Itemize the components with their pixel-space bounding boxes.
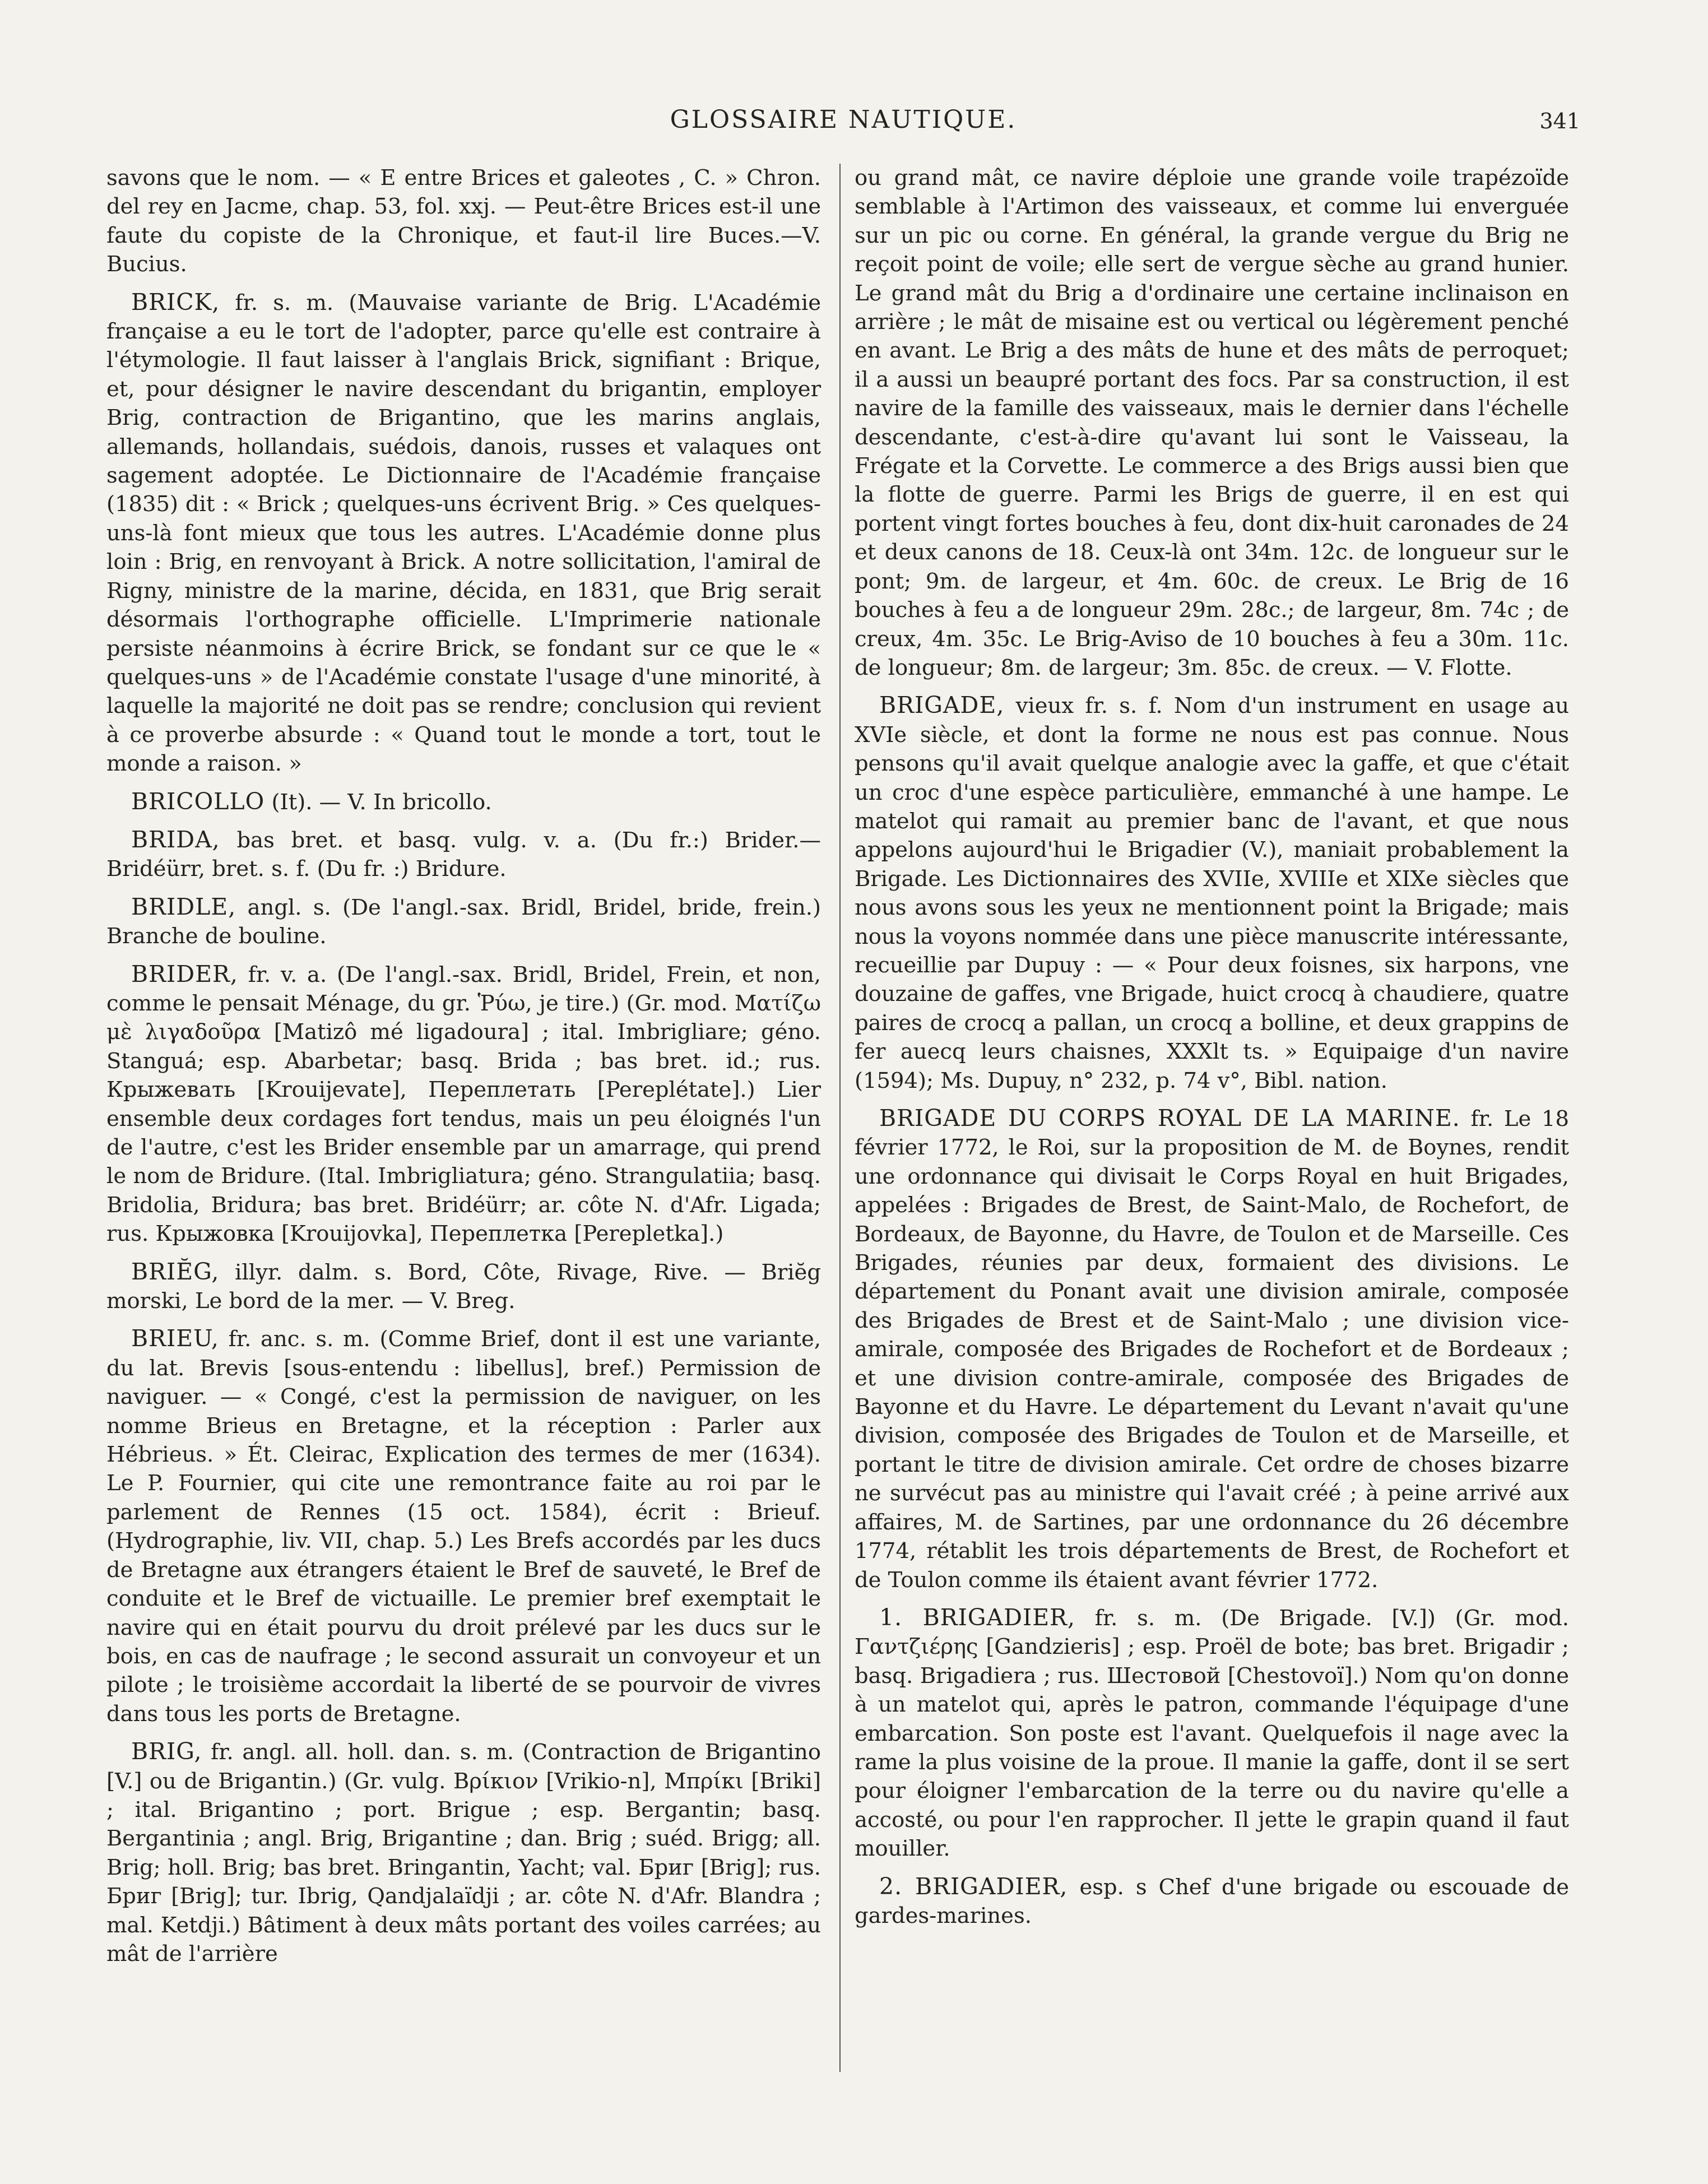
headword: BRIGADE DU CORPS ROYAL DE LA MARINE. bbox=[879, 1105, 1460, 1132]
entry-brieg: BRIĔG, illyr. dalm. s. Bord, Côte, Rivage, Rive. — Briĕg morski, Le bord de la mer. — V. Breg. bbox=[106, 1258, 821, 1314]
headword: BRICOLLO bbox=[131, 787, 265, 815]
entry-brig: BRIG, fr. angl. all. holl. dan. s. m. (Contraction de Brigantino [V.] ou de Brigantin.) (Gr. vulg. Βρίκιον [Vrikio-n], Μπρίκι [Briki] ; ital. Brigantino ; port. Brigue ; esp. Bergantin; basq. Bergantinia ; angl. Brig, Brigantine ; dan. Brig ; suéd. Brigg; all. Brig; holl. Brig; bas bret. Bringantin, Yacht; val. Бриг [Brig]; rus. Бриг [Brig]; tur. Ibrig, Qandjalaïdji ; ar. côte N. d'Afr. Blandra ; mal. Ketdji.) Bâtiment à deux mâts portant des voiles carrées; au mât de l'arrière bbox=[106, 1738, 821, 1967]
entry-brider: BRIDER, fr. v. a. (De l'angl.-sax. Bridl, Bridel, Frein, et non, comme le pensait Ménage, du gr. Ῥύω, je tire.) (Gr. mod. Ματίζω μὲ λιγαδοῦρα [Matizô mé ligadoura] ; ital. Imbrigliare; géno. Stanguá; esp. Abarbetar; basq. Brida ; bas bret. id.; rus. Крыжевать [Krouijevate], Переплетать [Pereplétate].) Lier ensemble deux cordages fort tendus, mais un peu éloignés l'un de l'autre, c'est les Brider ensemble par un amarrage, qui prend le nom de Bridure. (Ital. Imbrigliatura; géno. Strangulatiia; basq. Bridolia, Bridura; bas bret. Bridéürr; ar. côte N. d'Afr. Ligada; rus. Крыжовка [Krouijovka], Переплетка [Perepletka].) bbox=[106, 960, 821, 1247]
headword: BRIDA, bbox=[131, 826, 220, 853]
headword: BRIEU, bbox=[131, 1325, 219, 1352]
entry-brigade-corps-royal: BRIGADE DU CORPS ROYAL DE LA MARINE. fr. Le 18 février 1772, le Roi, sur la proposition de M. de Boynes, rendit une ordonnance qui divisait le Corps Royal en huit Brigades, appelées : Brigades de Brest, de Saint-Malo, de Rochefort, de Bordeaux, de Bayonne, du Havre, de Toulon et de Marseille. Ces Brigades, réunies par deux, formaient des divisions. Le département du Ponant avait une division amirale, composée des Brigades de Brest et de Saint-Malo ; une division vice-amirale, composée des Brigades de Rochefort et de Bordeaux ; et une division contre-amirale, composée des Brigades de Bayonne et du Havre. Le département du Levant n'avait qu'une division, composée des Brigades de Toulon et de Marseille, et portant le titre de division amirale. Cet ordre de choses bizarre ne survécut pas au ministre qui l'avait créé ; à peine arrivé aux affaires, M. de Sartines, par une ordonnance du 26 décembre 1774, rétablit les trois départements de Brest, de Rochefort et de Toulon comme ils étaient avant février 1772. bbox=[855, 1105, 1569, 1593]
entry-brigade: BRIGADE, vieux fr. s. f. Nom d'un instrument en usage au XVIe siècle, et dont la forme ne nous est pas connue. Nous pensons qu'il avait quelque analogie avec la gaffe, et que c'était un croc d'une espèce particulière, emmanché à une hampe. Le matelot qui ramait au premier banc de l'avant, et que nous appelons aujourd'hui le Brigadier (V.), maniait probablement la Brigade. Les Dictionnaires des XVIIe, XVIIIe et XIXe siècles que nous avons sous les yeux ne mentionnent point la Brigade; mais nous la voyons nommée dans une pièce manuscrite intéressante, recueillie par Dupuy : — « Pour deux foisnes, six harpons, vne douzaine de gaffes, vne Brigade, huict crocq à chaudiere, quatre paires de crocq a pallan, un crocq a bolline, et deux grappins de fer auecq leurs chaisnes, XXXlt ts. » Equipaige d'un navire (1594); Ms. Dupuy, n° 232, p. 74 v°, Bibl. nation. bbox=[855, 692, 1569, 1093]
headword: 2. BRIGADIER, bbox=[879, 1872, 1068, 1900]
headword: BRIDER, bbox=[131, 960, 238, 987]
headword: BRIDLE, bbox=[131, 893, 236, 920]
headword: BRIG, bbox=[131, 1738, 202, 1765]
entry-brick: BRICK, fr. s. m. (Mauvaise variante de Brig. L'Académie française a eu le tort de l'adopter, parce qu'elle est contraire à l'étymologie. Il faut laisser à l'anglais Brick, signifiant : Brique, et, pour désigner le navire descendant du brigantin, employer Brig, contraction de Brigantino, que les marins anglais, allemands, hollandais, suédois, danois, russes et valaques ont sagement adoptée. Le Dictionnaire de l'Académie française (1835) dit : « Brick ; quelques-uns écrivent Brig. » Ces quelques-uns-là font mieux que tous les autres. L'Académie donne plus loin : Brig, en renvoyant à Brick. A notre sollicitation, l'amiral de Rigny, ministre de la marine, décida, en 1831, que Brig serait désormais l'orthographe officielle. L'Imprimerie nationale persiste néanmoins à écrire Brick, se fondant sur ce que le « quelques-uns » de l'Académie constate l'usage d'une minorité, à laquelle la majorité ne doit pas se rendre; conclusion qui revient à ce proverbe absurde : « Quand tout le monde a tort, tout le monde a raison. » bbox=[106, 288, 821, 777]
left-column bbox=[106, 164, 821, 1977]
headword: 1. BRIGADIER, bbox=[879, 1603, 1076, 1631]
entry-bricollo: BRICOLLO (It). — V. In bricollo. bbox=[131, 787, 492, 815]
headword: BRIĔG, bbox=[131, 1258, 220, 1285]
entry-brieu: BRIEU, fr. anc. s. m. (Comme Brief, dont il est une variante, du lat. Brevis [sous-entendu : libellus], bref.) Permission de naviguer. — « Congé, c'est la permission de naviguer, on les nomme Brieus en Bretagne, et la réception : Parler aux Hébrieus. » Ét. Cleirac, Explication des termes de mer (1634). Le P. Fournier, qui cite une remontrance faite au roi par le parlement de Rennes (15 oct. 1584), écrit : Brieuf. (Hydrographie, liv. VII, chap. 5.) Les Brefs accordés par les ducs de Bretagne aux étrangers étaient le Bref de sauveté, le Bref de conduite et le Bref de victuaille. Le premier bref exemptait le navire qui en était pourvu du droit prélevé par les ducs sur le bois, en cas de naufrage ; le second assurait un convoyeur et un pilote ; le troisième accordait la liberté de se pourvoir de vivres dans tous les ports de Bretagne. bbox=[106, 1325, 821, 1727]
headword: BRIGADE, bbox=[879, 692, 1005, 719]
page-header bbox=[106, 105, 1580, 145]
entry-brigadier-2: 2. BRIGADIER, esp. s Chef d'une brigade ou escouade de gardes-marines. bbox=[855, 1872, 1569, 1928]
page-number: 341 bbox=[1539, 109, 1580, 133]
entry-bucius-continuation: savons que le nom. — « E entre Brices et galeotes , C. » Chron. del rey en Jacme, chap. 53, fol. xxj. — Peut-être Brices est-il une faute du copiste de la Chronique, et faut-il lire Buces.—V. Bucius. bbox=[106, 165, 821, 277]
entry-bridle: BRIDLE, angl. s. (De l'angl.-sax. Bridl, Bridel, bride, frein.) Branche de bouline. bbox=[106, 893, 821, 949]
entry-brig-continuation: ou grand mât, ce navire déploie une grande voile trapézoïde semblable à l'Artimon des vaisseaux, et comme lui enverguée sur un pic ou corne. En général, la grande vergue du Brig ne reçoit point de voile; elle sert de vergue sèche au grand hunier. Le grand mât du Brig a d'ordinaire une certaine inclinaison en arrière ; le mât de misaine est ou vertical ou légèrement penché en avant. Le Brig a des mâts de hune et des mâts de perroquet; il a aussi un beaupré portant des focs. Par sa construction, il est navire de la famille des vaisseaux, mais le dernier dans l'échelle descendante, c'est-à-dire qu'avant lui sont le Vaisseau, la Frégate et la Corvette. Le commerce a des Brigs aussi bien que la flotte de guerre. Parmi les Brigs de guerre, il en est qui portent vingt fortes bouches à feu, dont dix-huit caronades de 24 et deux canons de 18. Ceux-là ont 34m. 12c. de longueur sur le pont; 9m. de largeur, et 4m. 60c. de creux. Le Brig de 16 bouches à feu a de longueur 29m. 28c.; de largeur, 8m. 74c ; de creux, 4m. 35c. Le Brig-Aviso de 10 bouches à feu a 30m. 11c. de longueur; 8m. de largeur; 3m. 85c. de creux. — V. Flotte. bbox=[855, 165, 1569, 680]
entry-brida: BRIDA, bas bret. et basq. vulg. v. a. (Du fr.:) Brider.— Bridéürr, bret. s. f. (Du fr. :) Bridure. bbox=[106, 826, 821, 882]
column-divider bbox=[839, 164, 841, 2072]
right-column bbox=[855, 164, 1569, 1939]
running-title: GLOSSAIRE NAUTIQUE. bbox=[670, 105, 1017, 134]
headword: BRICK, bbox=[131, 288, 220, 316]
entry-brigadier-1: 1. BRIGADIER, fr. s. m. (De Brigade. [V.]) (Gr. mod. Γαντζιέρης [Gandzieris] ; esp. Proël de bote; bas bret. Brigadir ; basq. Brigadiera ; rus. Шестовой [Chestovoï].) Nom qu'on donne à un matelot qui, après le patron, commande l'équipage d'une embarcation. Son poste est l'avant. Quelquefois il nage avec la rame la plus voisine de la proue. Il manie la gaffe, dont il se sert pour éloigner l'embarcation de la terre ou du navire qu'elle a accosté, ou pour l'en rapprocher. Il jette le grapin quand il faut mouiller. bbox=[855, 1603, 1570, 1862]
